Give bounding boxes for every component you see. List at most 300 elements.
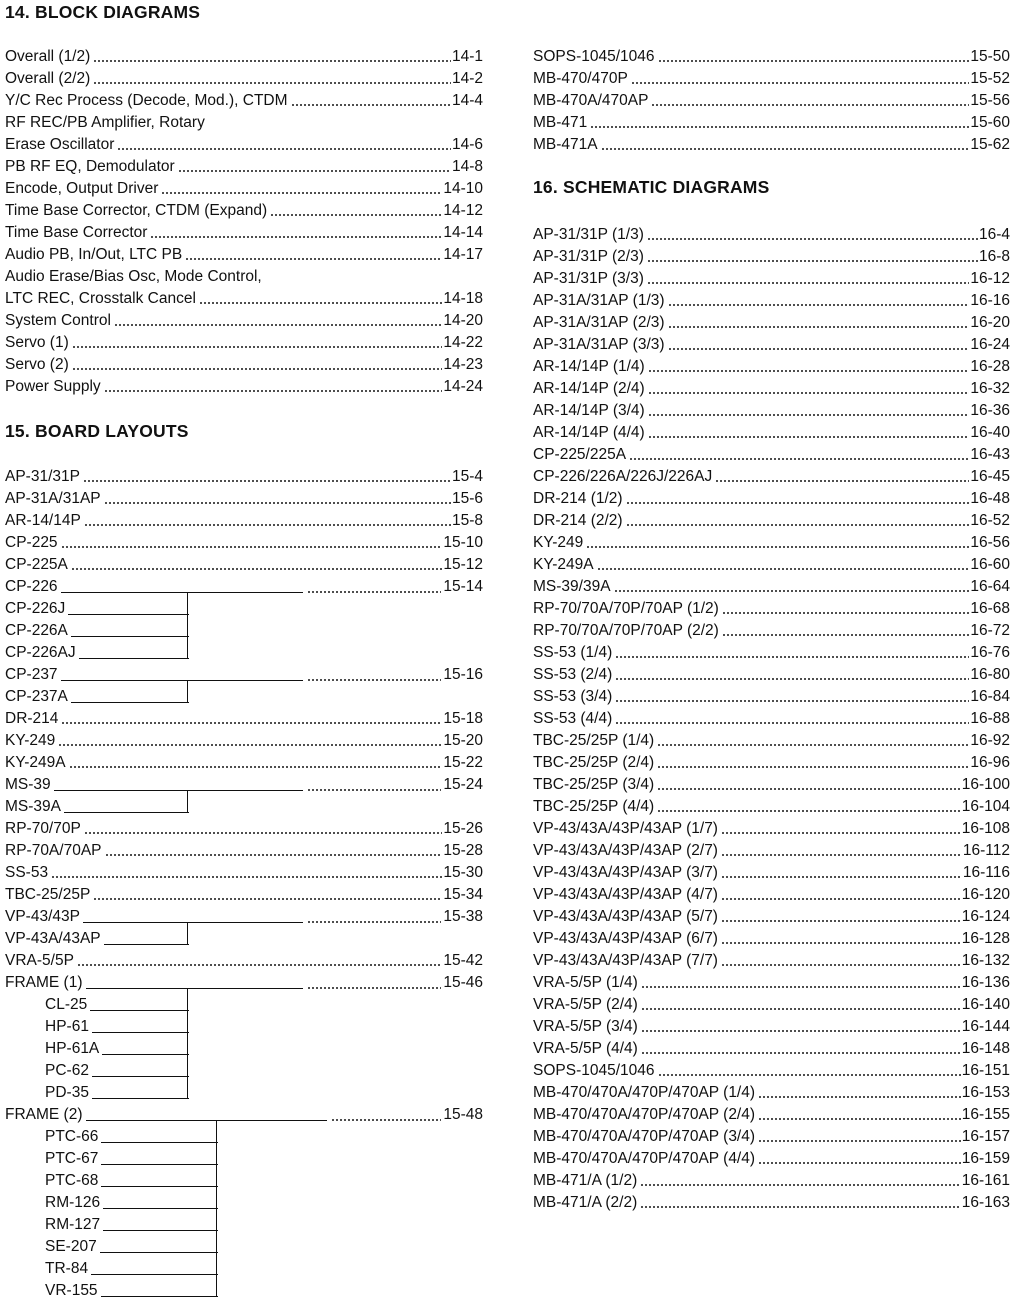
toc-entry-page: 15-6 bbox=[451, 490, 483, 507]
toc-entry-label: TBC-25/25P (4/4) bbox=[533, 798, 655, 815]
toc-entry-page: 16-96 bbox=[970, 754, 1010, 771]
toc-entry-rp-70-70p[interactable] bbox=[5, 816, 483, 838]
toc-entry-ptc-67[interactable] bbox=[5, 1146, 483, 1168]
toc-entry-label: VR-155 bbox=[45, 1282, 98, 1299]
toc-entry-page: 16-163 bbox=[961, 1194, 1010, 1211]
toc-entry-mb-471[interactable] bbox=[533, 110, 1010, 132]
toc-entry-page: 15-56 bbox=[970, 92, 1010, 109]
toc-entry-overall-1-2[interactable] bbox=[5, 44, 483, 66]
toc-entry-ap-31a-31ap-3-3[interactable] bbox=[533, 332, 1010, 354]
toc-entry-label: Time Base Corrector bbox=[5, 224, 148, 241]
toc-entry-label: FRAME (1) bbox=[5, 974, 83, 991]
toc-entry-page: 16-155 bbox=[961, 1106, 1010, 1123]
toc-entry-tbc-25-25p-2-4[interactable] bbox=[533, 750, 1010, 772]
toc-entry-page: 14-22 bbox=[443, 334, 483, 351]
leader-dots bbox=[641, 986, 961, 988]
toc-entry-label: MB-471A bbox=[533, 136, 598, 153]
toc-entry-time-base-corrector[interactable] bbox=[5, 220, 483, 242]
toc-entry-label: PTC-68 bbox=[45, 1172, 99, 1189]
leader-dots bbox=[61, 546, 443, 548]
toc-entry-label: CP-225/225A bbox=[533, 446, 627, 463]
toc-entry-ky-249[interactable] bbox=[533, 530, 1010, 552]
toc-entry-label: Erase Oscillator bbox=[5, 136, 115, 153]
leader-dots bbox=[307, 679, 441, 681]
toc-entry-page: 15-4 bbox=[451, 468, 483, 485]
toc-entry-label: AR-14/14P (4/4) bbox=[533, 424, 645, 441]
toc-entry-label: Servo (2) bbox=[5, 356, 69, 373]
leader-dots bbox=[640, 1206, 960, 1208]
leader-dots bbox=[270, 214, 442, 216]
toc-entry-label: SS-53 (3/4) bbox=[533, 688, 613, 705]
toc-entry-hp-61[interactable] bbox=[5, 1014, 483, 1036]
toc-entry-mb-470-470a-470p-470ap-4-4[interactable] bbox=[533, 1146, 1010, 1168]
toc-entry-page: 14-18 bbox=[443, 290, 483, 307]
leader-dots bbox=[641, 1052, 961, 1054]
toc-entry-page: 15-30 bbox=[443, 864, 483, 881]
toc-entry-label: AP-31/31P (1/3) bbox=[533, 226, 644, 243]
leader-dots bbox=[58, 744, 442, 746]
toc-entry-vp-43-43a-43p-43ap-2-7[interactable] bbox=[533, 838, 1010, 860]
toc-entry-ar-14-14p[interactable] bbox=[5, 508, 483, 530]
toc-entry-page: 16-100 bbox=[961, 776, 1010, 793]
toc-entry-vp-43-43a-43p-43ap-5-7[interactable] bbox=[533, 904, 1010, 926]
toc-entry-label: MB-471/A (1/2) bbox=[533, 1172, 638, 1189]
toc-entry-page: 15-14 bbox=[443, 578, 483, 595]
toc-entry-label: VRA-5/5P (3/4) bbox=[533, 1018, 638, 1035]
toc-entry-page: 16-68 bbox=[970, 600, 1010, 617]
toc-entry-label: Power Supply bbox=[5, 378, 101, 395]
toc-entry-label: VP-43/43A/43P/43AP (2/7) bbox=[533, 842, 718, 859]
toc-entry-tr-84[interactable] bbox=[5, 1256, 483, 1278]
toc-entry-tbc-25-25p-3-4[interactable] bbox=[533, 772, 1010, 794]
leader-dots bbox=[629, 458, 969, 460]
toc-entry-y-c-rec-process-decode-mod-ctdm[interactable] bbox=[5, 88, 483, 110]
toc-entry-page: 15-18 bbox=[443, 710, 483, 727]
toc-entry-tbc-25-25p-1-4[interactable] bbox=[533, 728, 1010, 750]
toc-entry-page: 16-80 bbox=[970, 666, 1010, 683]
toc-entry-label: HP-61 bbox=[45, 1018, 89, 1035]
toc-entry-label: VP-43/43A/43P/43AP (5/7) bbox=[533, 908, 718, 925]
toc-entry-rf-rec-pb-amplifier-rotary[interactable] bbox=[5, 110, 483, 132]
toc-entry-ky-249a[interactable] bbox=[5, 750, 483, 772]
toc-entry-label: MB-471/A (2/2) bbox=[533, 1194, 638, 1211]
leader-dots bbox=[307, 591, 441, 593]
toc-entry-ss-53-3-4[interactable] bbox=[533, 684, 1010, 706]
toc-entry-pc-62[interactable] bbox=[5, 1058, 483, 1080]
toc-entry-label: RM-127 bbox=[45, 1216, 101, 1233]
leader-dots bbox=[721, 832, 961, 834]
toc-entry-vra-5-5p-2-4[interactable] bbox=[533, 992, 1010, 1014]
toc-entry-page: 14-6 bbox=[451, 136, 483, 153]
toc-entry-mb-471-a-1-2[interactable] bbox=[533, 1168, 1010, 1190]
group-connector-line bbox=[83, 922, 303, 923]
toc-entry-encode-output-driver[interactable] bbox=[5, 176, 483, 198]
toc-entry-servo-2[interactable] bbox=[5, 352, 483, 374]
toc-entry-ap-31-31p[interactable] bbox=[5, 464, 483, 486]
toc-entry-mb-470-470a-470p-470ap-2-4[interactable] bbox=[533, 1102, 1010, 1124]
group-connector-line bbox=[104, 944, 189, 945]
toc-entry-label: RF REC/PB Amplifier, Rotary bbox=[5, 114, 205, 131]
leader-dots bbox=[626, 524, 970, 526]
toc-entry-pb-rf-eq-demodulator[interactable] bbox=[5, 154, 483, 176]
toc-entry-label: DR-214 (1/2) bbox=[533, 490, 623, 507]
toc-entry-label: SS-53 bbox=[5, 864, 49, 881]
group-connector-line bbox=[101, 1164, 218, 1165]
toc-entry-label: SOPS-1045/1046 bbox=[533, 1062, 655, 1079]
leader-dots bbox=[668, 326, 970, 328]
toc-entry-label: VRA-5/5P (4/4) bbox=[533, 1040, 638, 1057]
toc-entry-dr-214[interactable] bbox=[5, 706, 483, 728]
toc-entry-page: 14-20 bbox=[443, 312, 483, 329]
toc-entry-label: MB-470/470A/470P/470AP (1/4) bbox=[533, 1084, 756, 1101]
toc-entry-label: Audio PB, In/Out, LTC PB bbox=[5, 246, 183, 263]
leader-dots bbox=[61, 722, 442, 724]
toc-entry-label: KY-249A bbox=[5, 754, 66, 771]
toc-entry-power-supply[interactable] bbox=[5, 374, 483, 396]
toc-entry-cp-226aj[interactable] bbox=[5, 640, 483, 662]
toc-entry-label: CP-226/226A/226J/226AJ bbox=[533, 468, 713, 485]
toc-entry-page: 16-40 bbox=[970, 424, 1010, 441]
toc-entry-mb-470a-470ap[interactable] bbox=[533, 88, 1010, 110]
toc-entry-vra-5-5p[interactable] bbox=[5, 948, 483, 970]
toc-entry-page: 16-20 bbox=[970, 314, 1010, 331]
leader-dots bbox=[104, 502, 451, 504]
leader-dots bbox=[93, 82, 451, 84]
leader-dots bbox=[307, 789, 441, 791]
section-heading-board-layouts: 15. BOARD LAYOUTS bbox=[5, 421, 189, 441]
toc-entry-cp-225a[interactable] bbox=[5, 552, 483, 574]
leader-dots bbox=[647, 238, 978, 240]
leader-dots bbox=[722, 634, 970, 636]
leader-dots bbox=[185, 258, 442, 260]
toc-entry-page: 16-84 bbox=[970, 688, 1010, 705]
toc-entry-label: VP-43A/43AP bbox=[5, 930, 101, 947]
toc-entry-label: DR-214 (2/2) bbox=[533, 512, 623, 529]
toc-entry-audio-pb-in-out-ltc-pb[interactable] bbox=[5, 242, 483, 264]
toc-entry-ss-53[interactable] bbox=[5, 860, 483, 882]
toc-entry-page: 16-108 bbox=[961, 820, 1010, 837]
toc-entry-ltc-rec-crosstalk-cancel[interactable] bbox=[5, 286, 483, 308]
toc-entry-label: VRA-5/5P bbox=[5, 952, 74, 969]
leader-dots bbox=[641, 1008, 961, 1010]
toc-entry-label: LTC REC, Crosstalk Cancel bbox=[5, 290, 196, 307]
toc-entry-page: 15-62 bbox=[970, 136, 1010, 153]
toc-entry-label: PTC-66 bbox=[45, 1128, 99, 1145]
toc-entry-label: AP-31/31P (2/3) bbox=[533, 248, 644, 265]
toc-entry-ky-249[interactable] bbox=[5, 728, 483, 750]
toc-entry-page: 16-16 bbox=[970, 292, 1010, 309]
toc-entry-label: VP-43/43A/43P/43AP (1/7) bbox=[533, 820, 718, 837]
toc-entry-mb-470-470a-470p-470ap-3-4[interactable] bbox=[533, 1124, 1010, 1146]
toc-entry-label: MS-39 bbox=[5, 776, 51, 793]
toc-entry-page: 16-148 bbox=[961, 1040, 1010, 1057]
toc-entry-page: 14-14 bbox=[443, 224, 483, 241]
toc-entry-label: VRA-5/5P (2/4) bbox=[533, 996, 638, 1013]
toc-entry-label: PTC-67 bbox=[45, 1150, 99, 1167]
group-connector-line bbox=[68, 614, 189, 615]
toc-entry-page: 16-153 bbox=[961, 1084, 1010, 1101]
toc-entry-time-base-corrector-ctdm-expand[interactable] bbox=[5, 198, 483, 220]
group-connector-line bbox=[71, 636, 189, 637]
toc-entry-vp-43a-43ap[interactable] bbox=[5, 926, 483, 948]
toc-entry-label: System Control bbox=[5, 312, 111, 329]
toc-entry-ss-53-1-4[interactable] bbox=[533, 640, 1010, 662]
toc-entry-label: KY-249 bbox=[533, 534, 584, 551]
toc-entry-ar-14-14p-4-4[interactable] bbox=[533, 420, 1010, 442]
group-connector-line bbox=[61, 680, 303, 681]
leader-dots bbox=[758, 1118, 961, 1120]
leader-dots bbox=[648, 392, 970, 394]
leader-dots bbox=[721, 964, 961, 966]
toc-entry-label: VP-43/43A/43P/43AP (7/7) bbox=[533, 952, 718, 969]
leader-dots bbox=[105, 854, 443, 856]
toc-entry-vra-5-5p-4-4[interactable] bbox=[533, 1036, 1010, 1058]
leader-dots bbox=[640, 1184, 960, 1186]
toc-entry-page: 14-10 bbox=[443, 180, 483, 197]
toc-entry-page: 16-76 bbox=[970, 644, 1010, 661]
toc-entry-page: 16-52 bbox=[970, 512, 1010, 529]
toc-entry-label: CP-226AJ bbox=[5, 644, 76, 661]
toc-entry-page: 15-34 bbox=[443, 886, 483, 903]
toc-entry-mb-470-470p[interactable] bbox=[533, 66, 1010, 88]
toc-entry-ar-14-14p-1-4[interactable] bbox=[533, 354, 1010, 376]
toc-entry-page: 16-157 bbox=[961, 1128, 1010, 1145]
toc-entry-label: AR-14/14P bbox=[5, 512, 81, 529]
toc-entry-label: MB-470A/470AP bbox=[533, 92, 649, 109]
leader-dots bbox=[668, 348, 970, 350]
toc-entry-label: SOPS-1045/1046 bbox=[533, 48, 655, 65]
group-connector-line bbox=[92, 1076, 189, 1077]
toc-entry-label: AP-31A/31AP (3/3) bbox=[533, 336, 665, 353]
toc-entry-label: VP-43/43A/43P/43AP (6/7) bbox=[533, 930, 718, 947]
toc-entry-page: 15-12 bbox=[443, 556, 483, 573]
toc-entry-audio-erase-bias-osc-mode-control[interactable] bbox=[5, 264, 483, 286]
toc-entry-page: 16-24 bbox=[970, 336, 1010, 353]
toc-entry-sops-1045-1046[interactable] bbox=[533, 1058, 1010, 1080]
toc-entry-ap-31a-31ap-2-3[interactable] bbox=[533, 310, 1010, 332]
toc-entry-vr-155[interactable] bbox=[5, 1278, 483, 1300]
toc-entry-label: TBC-25/25P (3/4) bbox=[533, 776, 655, 793]
leader-dots bbox=[758, 1140, 961, 1142]
toc-entry-page: 15-10 bbox=[443, 534, 483, 551]
toc-entry-page: 16-92 bbox=[970, 732, 1010, 749]
toc-entry-label: CP-225 bbox=[5, 534, 58, 551]
toc-entry-ap-31-31p-2-3[interactable] bbox=[533, 244, 1010, 266]
toc-entry-page: 16-88 bbox=[970, 710, 1010, 727]
toc-entry-dr-214-2-2[interactable] bbox=[533, 508, 1010, 530]
leader-dots bbox=[657, 810, 961, 812]
toc-entry-label: VP-43/43A/43P/43AP (4/7) bbox=[533, 886, 718, 903]
toc-entry-vp-43-43a-43p-43ap-4-7[interactable] bbox=[533, 882, 1010, 904]
leader-dots bbox=[615, 656, 969, 658]
toc-entry-tbc-25-25p[interactable] bbox=[5, 882, 483, 904]
toc-entry-label: CP-226A bbox=[5, 622, 68, 639]
toc-entry-label: RP-70/70P bbox=[5, 820, 81, 837]
toc-entry-label: Audio Erase/Bias Osc, Mode Control, bbox=[5, 268, 262, 285]
toc-entry-label: KY-249A bbox=[533, 556, 594, 573]
toc-entry-ss-53-4-4[interactable] bbox=[533, 706, 1010, 728]
toc-entry-ptc-66[interactable] bbox=[5, 1124, 483, 1146]
toc-entry-label: TBC-25/25P (1/4) bbox=[533, 732, 655, 749]
toc-entry-page: 15-22 bbox=[443, 754, 483, 771]
toc-entry-label: DR-214 bbox=[5, 710, 59, 727]
toc-entry-label: SS-53 (2/4) bbox=[533, 666, 613, 683]
toc-entry-mb-471a[interactable] bbox=[533, 132, 1010, 154]
toc-entry-erase-oscillator[interactable] bbox=[5, 132, 483, 154]
toc-entry-page: 15-42 bbox=[443, 952, 483, 969]
leader-dots bbox=[307, 921, 441, 923]
toc-entry-label: TR-84 bbox=[45, 1260, 89, 1277]
toc-entry-ap-31a-31ap[interactable] bbox=[5, 486, 483, 508]
toc-entry-ap-31-31p-1-3[interactable] bbox=[533, 222, 1010, 244]
leader-dots bbox=[615, 722, 969, 724]
leader-dots bbox=[658, 1074, 961, 1076]
toc-entry-label: Encode, Output Driver bbox=[5, 180, 159, 197]
toc-entry-label: CP-237 bbox=[5, 666, 58, 683]
toc-entry-page: 16-28 bbox=[970, 358, 1010, 375]
group-connector-line bbox=[61, 592, 303, 593]
toc-entry-page: 16-43 bbox=[970, 446, 1010, 463]
toc-entry-overall-2-2[interactable] bbox=[5, 66, 483, 88]
toc-entry-label: Servo (1) bbox=[5, 334, 69, 351]
toc-entry-page: 16-124 bbox=[961, 908, 1010, 925]
toc-entry-ss-53-2-4[interactable] bbox=[533, 662, 1010, 684]
toc-entry-page: 15-26 bbox=[443, 820, 483, 837]
toc-entry-hp-61a[interactable] bbox=[5, 1036, 483, 1058]
group-bracket bbox=[187, 988, 188, 1098]
toc-entry-page: 16-12 bbox=[970, 270, 1010, 287]
toc-entry-label: AP-31A/31AP (2/3) bbox=[533, 314, 665, 331]
leader-dots bbox=[117, 148, 451, 150]
leader-dots bbox=[72, 368, 443, 370]
toc-entry-rm-127[interactable] bbox=[5, 1212, 483, 1234]
toc-entry-page: 16-120 bbox=[961, 886, 1010, 903]
toc-entry-vra-5-5p-3-4[interactable] bbox=[533, 1014, 1010, 1036]
toc-entry-page: 15-8 bbox=[451, 512, 483, 529]
toc-entry-ap-31-31p-3-3[interactable] bbox=[533, 266, 1010, 288]
toc-entry-page: 14-17 bbox=[443, 246, 483, 263]
toc-entry-ar-14-14p-3-4[interactable] bbox=[533, 398, 1010, 420]
leader-dots bbox=[615, 678, 969, 680]
toc-entry-label: AP-31A/31AP (1/3) bbox=[533, 292, 665, 309]
toc-entry-system-control[interactable] bbox=[5, 308, 483, 330]
toc-entry-page: 14-1 bbox=[451, 48, 483, 65]
toc-entry-label: CP-226 bbox=[5, 578, 58, 595]
toc-entry-vp-43-43a-43p-43ap-7-7[interactable] bbox=[533, 948, 1010, 970]
toc-entry-label: AR-14/14P (2/4) bbox=[533, 380, 645, 397]
toc-entry-ky-249a[interactable] bbox=[533, 552, 1010, 574]
toc-entry-cl-25[interactable] bbox=[5, 992, 483, 1014]
toc-entry-label: CP-225A bbox=[5, 556, 68, 573]
toc-entry-vp-43-43a-43p-43ap-1-7[interactable] bbox=[533, 816, 1010, 838]
toc-entry-ptc-68[interactable] bbox=[5, 1168, 483, 1190]
toc-entry-page: 16-64 bbox=[970, 578, 1010, 595]
toc-entry-mb-470-470a-470p-470ap-1-4[interactable] bbox=[533, 1080, 1010, 1102]
leader-dots bbox=[84, 524, 451, 526]
toc-entry-rp-70-70a-70p-70ap-2-2[interactable] bbox=[533, 618, 1010, 640]
toc-entry-label: Time Base Corrector, CTDM (Expand) bbox=[5, 202, 268, 219]
toc-entry-page: 16-159 bbox=[961, 1150, 1010, 1167]
group-connector-line bbox=[86, 988, 304, 989]
leader-dots bbox=[651, 104, 969, 106]
toc-entry-page: 15-16 bbox=[443, 666, 483, 683]
toc-entry-vp-43-43a-43p-43ap-6-7[interactable] bbox=[533, 926, 1010, 948]
toc-entry-page: 16-112 bbox=[962, 842, 1010, 859]
toc-entry-rp-70a-70ap[interactable] bbox=[5, 838, 483, 860]
leader-dots bbox=[614, 590, 970, 592]
leader-dots bbox=[93, 898, 442, 900]
toc-entry-page: 16-48 bbox=[970, 490, 1010, 507]
leader-dots bbox=[83, 480, 451, 482]
toc-entry-label: Overall (2/2) bbox=[5, 70, 91, 87]
leader-dots bbox=[626, 502, 970, 504]
leader-dots bbox=[648, 436, 970, 438]
toc-entry-pd-35[interactable] bbox=[5, 1080, 483, 1102]
toc-entry-page: 14-12 bbox=[443, 202, 483, 219]
toc-entry-label: RM-126 bbox=[45, 1194, 101, 1211]
leader-dots bbox=[69, 766, 443, 768]
toc-entry-page: 14-23 bbox=[443, 356, 483, 373]
toc-entry-vp-43-43a-43p-43ap-3-7[interactable] bbox=[533, 860, 1010, 882]
toc-entry-page: 16-32 bbox=[970, 380, 1010, 397]
toc-entry-tbc-25-25p-4-4[interactable] bbox=[533, 794, 1010, 816]
toc-entry-label: CP-226J bbox=[5, 600, 66, 617]
toc-entry-label: SS-53 (4/4) bbox=[533, 710, 613, 727]
toc-entry-ms-39-39a[interactable] bbox=[533, 574, 1010, 596]
toc-entry-dr-214-1-2[interactable] bbox=[533, 486, 1010, 508]
toc-entry-label: HP-61A bbox=[45, 1040, 100, 1057]
leader-dots bbox=[93, 60, 451, 62]
toc-entry-page: 16-116 bbox=[962, 864, 1010, 881]
toc-entry-ar-14-14p-2-4[interactable] bbox=[533, 376, 1010, 398]
group-connector-line bbox=[103, 1208, 218, 1209]
leader-dots bbox=[758, 1096, 961, 1098]
toc-entry-label: AP-31/31P (3/3) bbox=[533, 270, 644, 287]
leader-dots bbox=[657, 744, 969, 746]
toc-entry-label: MB-470/470P bbox=[533, 70, 628, 87]
toc-entry-vra-5-5p-1-4[interactable] bbox=[533, 970, 1010, 992]
leader-dots bbox=[631, 82, 970, 84]
leader-dots bbox=[199, 302, 442, 304]
toc-entry-page: 14-2 bbox=[451, 70, 483, 87]
group-connector-line bbox=[79, 658, 189, 659]
toc-entry-label: PC-62 bbox=[45, 1062, 89, 1079]
toc-entry-label: FRAME (2) bbox=[5, 1106, 83, 1123]
toc-entry-page: 16-151 bbox=[961, 1062, 1010, 1079]
toc-entry-label: SS-53 (1/4) bbox=[533, 644, 613, 661]
group-connector-line bbox=[103, 1230, 218, 1231]
leader-dots bbox=[647, 282, 969, 284]
toc-entry-cp-225-225a[interactable] bbox=[533, 442, 1010, 464]
leader-dots bbox=[658, 60, 970, 62]
toc-entry-page: 16-136 bbox=[961, 974, 1010, 991]
group-connector-line bbox=[100, 1252, 218, 1253]
group-bracket bbox=[187, 790, 188, 812]
toc-entry-cp-225[interactable] bbox=[5, 530, 483, 552]
toc-entry-page: 16-161 bbox=[961, 1172, 1010, 1189]
toc-entry-page: 16-72 bbox=[970, 622, 1010, 639]
toc-entry-page: 14-24 bbox=[443, 378, 483, 395]
toc-entry-mb-471-a-2-2[interactable] bbox=[533, 1190, 1010, 1212]
toc-entry-servo-1[interactable] bbox=[5, 330, 483, 352]
toc-entry-sops-1045-1046[interactable] bbox=[533, 44, 1010, 66]
toc-entry-rm-126[interactable] bbox=[5, 1190, 483, 1212]
toc-entry-ap-31a-31ap-1-3[interactable] bbox=[533, 288, 1010, 310]
leader-dots bbox=[161, 192, 442, 194]
toc-entry-cp-226-226a-226j-226aj[interactable] bbox=[533, 464, 1010, 486]
toc-entry-se-207[interactable] bbox=[5, 1234, 483, 1256]
toc-entry-rp-70-70a-70p-70ap-1-2[interactable] bbox=[533, 596, 1010, 618]
